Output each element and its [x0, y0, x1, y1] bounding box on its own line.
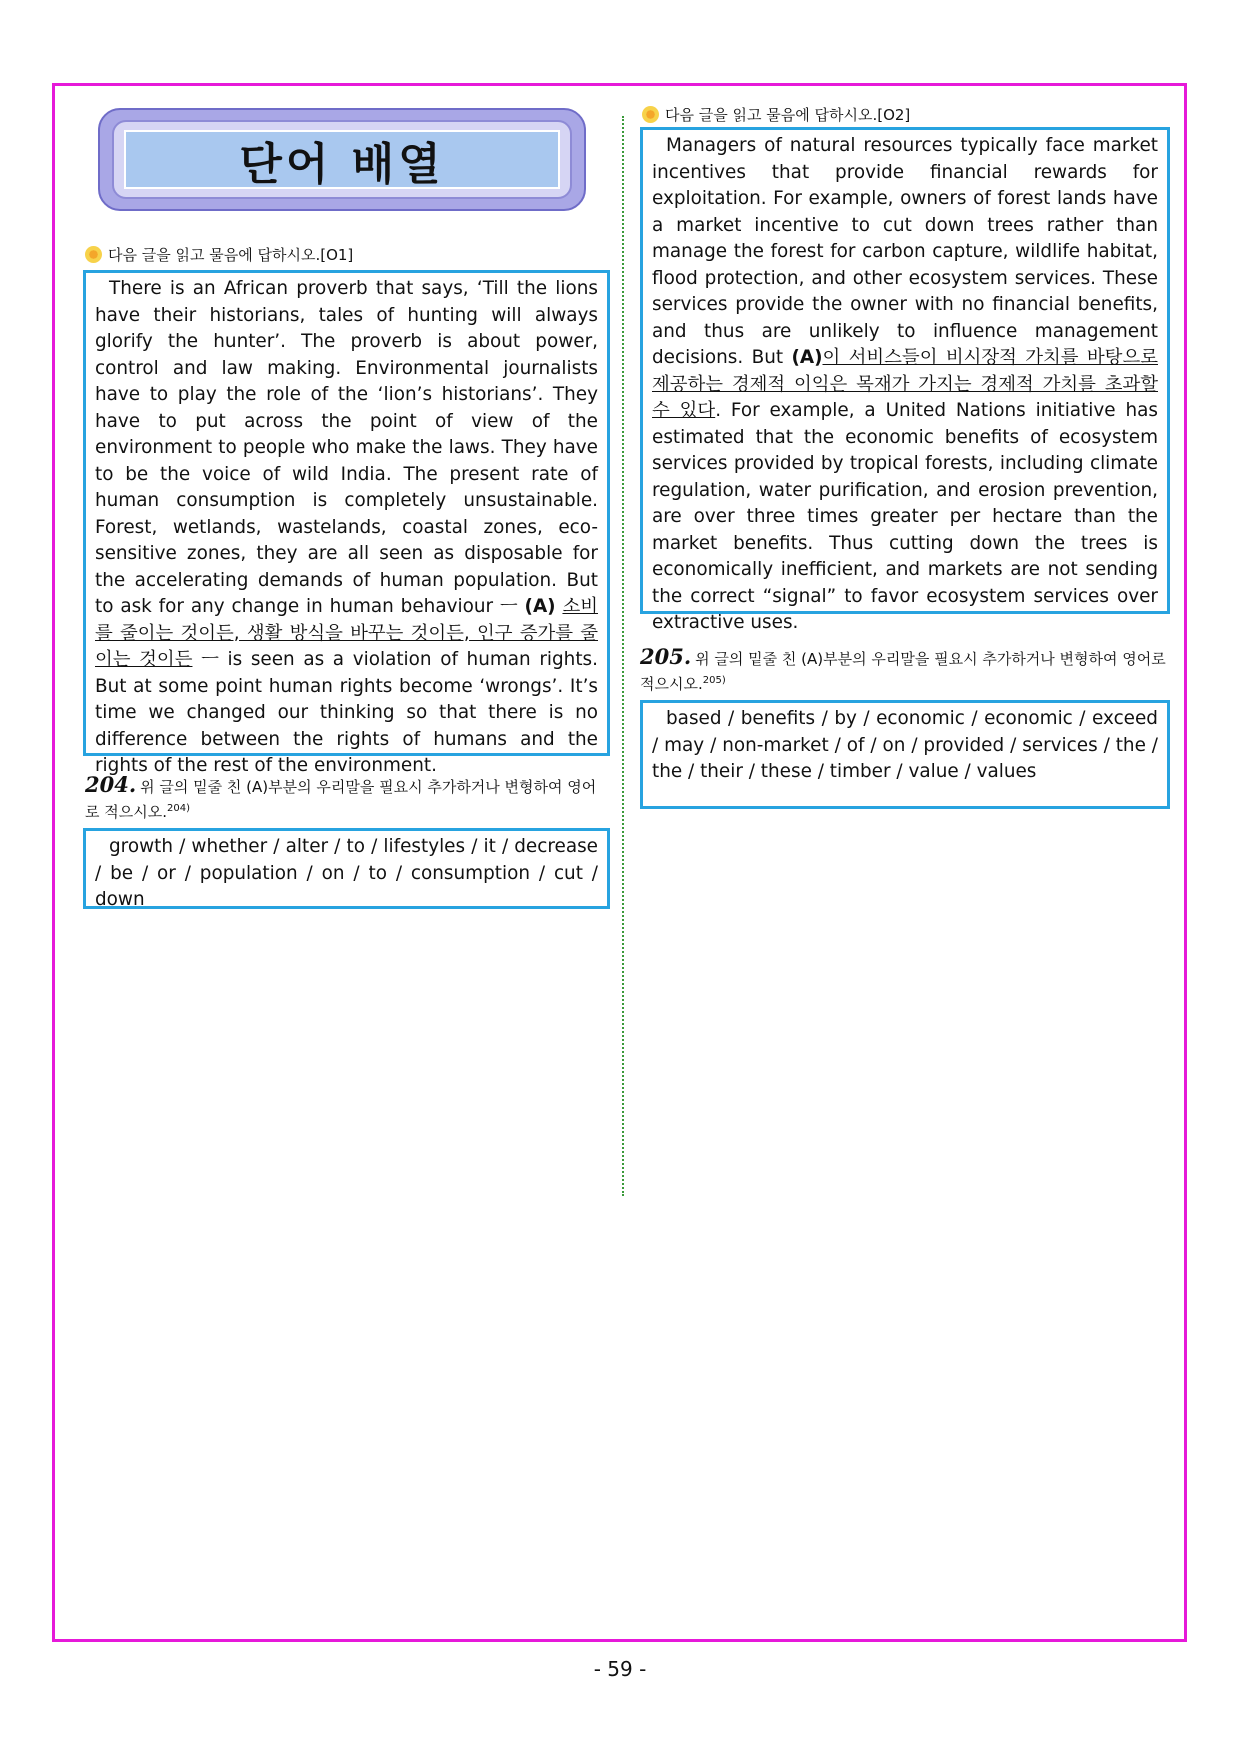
passage2-box: [640, 127, 1170, 633]
question-204: [85, 774, 610, 823]
page-title: 단어 배열: [239, 138, 445, 190]
question-205-footnote: 205): [702, 675, 726, 686]
passage2-instruction-text: 다음 글을 읽고 물음에 답하시오.[O2]: [665, 106, 911, 124]
question-205-word-box: [640, 700, 1170, 809]
question-204-words: growth / whether / alter / to / lifestyles / it / decrease / be / or / population / on / to / consumption / cut / down: [95, 836, 598, 910]
passage2-underlined: 이 서비스들이 비시장적 가치를 바탕으로 제공하는 경제적 이익은 목재가 가지는 경제적 가치를 초과할 수 있다: [652, 347, 1158, 421]
question-205-text: 위 글의 밑줄 친 (A)부분의 우리말을 필요시 추가하거나 변형하여 영어로 적으시오.: [640, 650, 1166, 693]
question-204-footnote: 204): [167, 803, 190, 814]
passage1-instruction-text: 다음 글을 읽고 물음에 답하시오.[O1]: [108, 246, 354, 264]
title-banner-inner: [112, 120, 572, 199]
question-205: [640, 646, 1170, 695]
passage2-text-before: Managers of natural resources typically face market incentives that provide financial rewards for exploitation. For example, owners of forest lands have a market incentive to cut down trees rather than manage the forest for carbon capture, wildlife habitat, flood protection, and other ecosystem services. These services provide the owner with no financial benefits, and thus are unlikely to influence management decisions. But: [652, 135, 1158, 368]
passage1-box: [83, 270, 610, 776]
column-divider: [622, 116, 624, 1196]
page-number: - 59 -: [593, 1657, 647, 1681]
question-204-number: 204.: [85, 772, 137, 797]
title-banner: [98, 108, 586, 211]
question-204-text: 위 글의 밑줄 친 (A)부분의 우리말을 필요시 추가하거나 변형하여 영어로 적으시오.: [85, 778, 597, 821]
flower-icon: [642, 106, 659, 123]
passage1-text: [95, 276, 598, 780]
passage2-text: [652, 133, 1158, 637]
flower-icon: [85, 246, 102, 263]
passage1-underlined: 소비를 줄이는 것이든, 생활 방식을 바꾸는 것이든, 인구 증가를 줄이는 것이든: [95, 596, 598, 670]
passage1-text-after: ㅡ is seen as a violation of human rights. But at some point human rights become ‘wrongs’. It’s time we changed our thinking so that there is no difference between the rights of humans and the rights of the rest of the environment.: [95, 649, 598, 776]
passage2-text-after: . For example, a United Nations initiative has estimated that the economic benefits of ecosystem services provided by tropical forests, including climate regulation, water purification, and erosion prevention, are over three times greater per hectare than the market benefits. Thus cutting down the trees is economically inefficient, and markets are not sending the correct “signal” to favor ecosystem services over extractive uses.: [652, 400, 1158, 633]
question-205-words: based / benefits / by / economic / economic / exceed / may / non-market / of / on / provided / services / the / the / their / these / timber / value / values: [652, 708, 1158, 782]
page-frame: [52, 83, 1187, 1642]
passage2-marker: (A): [791, 347, 823, 368]
passage1-text-before: There is an African proverb that says, ‘Till the lions have their historians, tales of hunting will always glorify the hunter’. The proverb is about power, control and law making. Environmental journalists have to play the role of the ‘lion’s historians’. They have to put across the point of view of the environment to people who make the laws. They have to be the voice of wild India. The present rate of human consumption is completely unsustainable. Forest, wetlands, wastelands, coastal zones, eco-sensitive zones, they are all seen as disposable for the accelerating demands of human population. But to ask for any change in human behaviour ㅡ: [95, 278, 598, 617]
title-banner-core: [124, 130, 560, 189]
passage1-instruction: [85, 244, 353, 265]
question-205-number: 205.: [640, 644, 692, 669]
question-204-word-box: [83, 828, 610, 909]
passage1-marker: (A): [524, 596, 556, 617]
passage2-instruction: [642, 104, 910, 125]
